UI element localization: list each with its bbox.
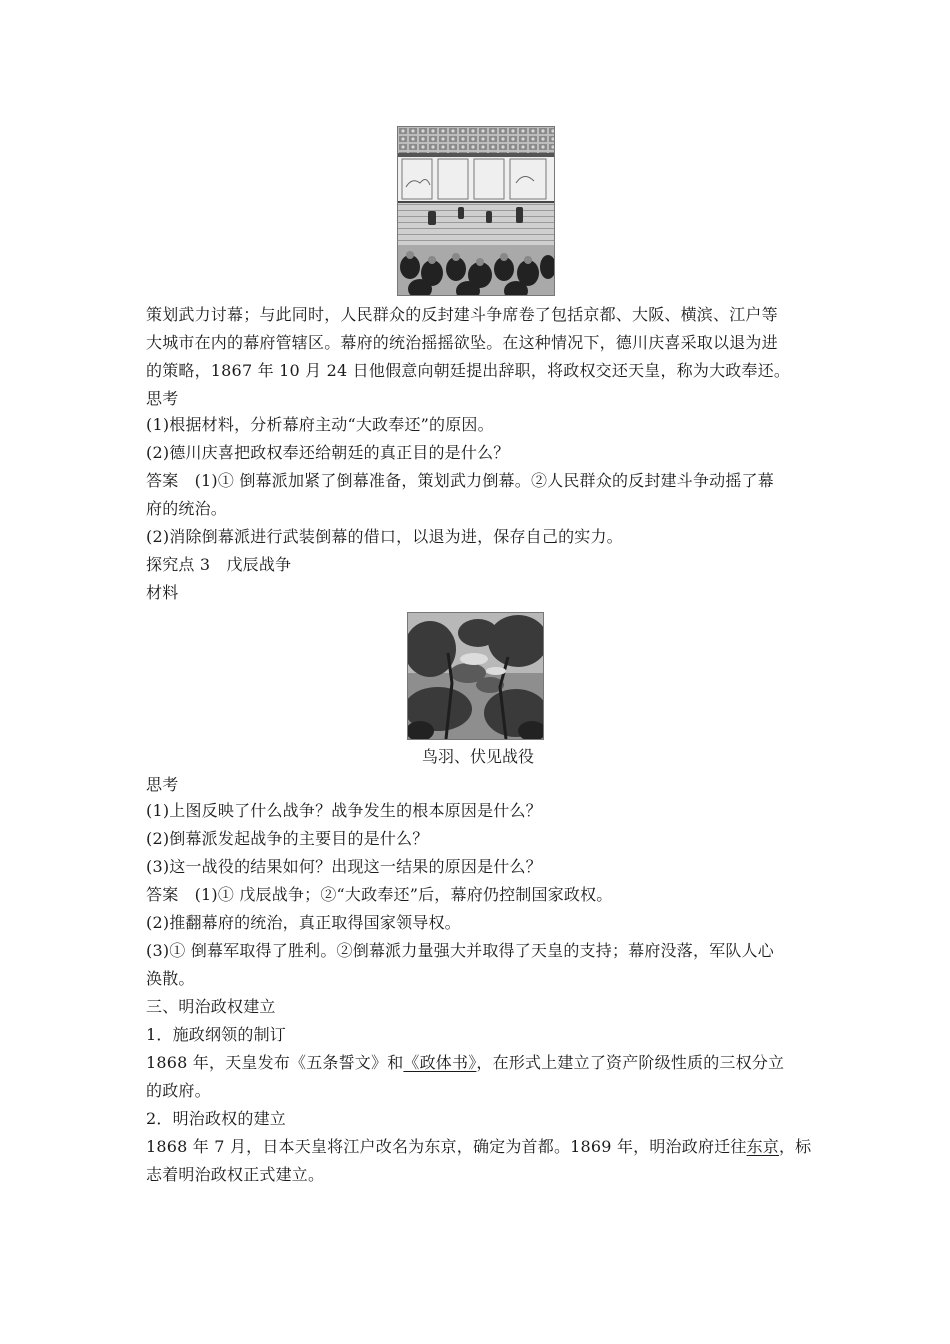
paragraph-line: 策划武力讨幕；与此同时，人民群众的反封建斗争席卷了包括京都、大阪、横滨、江户等 xyxy=(146,305,778,324)
section-heading: 三、明治政权建立 xyxy=(146,997,276,1016)
paragraph-line: 大城市在内的幕府管辖区。幕府的统治摇摇欲坠。在这种情况下，德川庆喜采取以退为进 xyxy=(146,333,778,352)
paragraph-line xyxy=(146,1136,810,1158)
think-label: 思考 xyxy=(146,389,179,408)
paragraph-line: 的政府。 xyxy=(146,1081,211,1100)
answer-line: 涣散。 xyxy=(146,969,195,988)
text-segment: 1868 年，天皇发布《五条誓文》和 xyxy=(146,1053,404,1072)
answer-line: (2)消除倒幕派进行武装倒幕的借口，以退为进，保存自己的实力。 xyxy=(146,527,623,546)
court-ceremony-image xyxy=(397,126,555,296)
text-segment: ，在形式上建立了资产阶级性质的三权分立 xyxy=(476,1053,785,1072)
underlined-term: 《政体书》 xyxy=(403,1053,477,1072)
subsection-heading: 1．施政纲领的制订 xyxy=(146,1025,286,1044)
question-1: (1)上图反映了什么战争？战争发生的根本原因是什么？ xyxy=(146,801,542,820)
answer-line: (3)① 倒幕军取得了胜利。②倒幕派力量强大并取得了天皇的支持；幕府没落，军队人心 xyxy=(146,941,774,960)
answer-line: (2)推翻幕府的统治，真正取得国家领导权。 xyxy=(146,913,461,932)
question-1: (1)根据材料，分析幕府主动“大政奉还”的原因。 xyxy=(146,415,494,434)
answer-line: 府的统治。 xyxy=(146,499,228,518)
question-3: (3)这一战役的结果如何？出现这一结果的原因是什么？ xyxy=(146,857,542,876)
underlined-term: 东京 xyxy=(746,1137,779,1156)
answer-line: 答案 (1)① 戊辰战争；②“大政奉还”后，幕府仍控制国家政权。 xyxy=(146,885,613,904)
answer-line: 答案 (1)① 倒幕派加紧了倒幕准备，策划武力倒幕。②人民群众的反封建斗争动摇了幕 xyxy=(146,471,774,490)
text-segment: ，标 xyxy=(778,1137,812,1156)
court-ceremony-illustration xyxy=(398,127,554,295)
battle-painting-image xyxy=(407,612,544,740)
text-segment: 1868 年 7 月，日本天皇将江户改名为东京，确定为首都。1869 年，明治政府迁往 xyxy=(146,1137,747,1156)
material-label: 材料 xyxy=(146,583,179,602)
question-2: (2)德川庆喜把政权奉还给朝廷的真正目的是什么？ xyxy=(146,443,510,462)
figure-caption: 鸟羽、伏见战役 xyxy=(421,747,534,766)
think-label: 思考 xyxy=(146,775,179,794)
question-2: (2)倒幕派发起战争的主要目的是什么？ xyxy=(146,829,429,848)
section-heading: 探究点 3 戊辰战争 xyxy=(146,555,292,574)
battle-painting-illustration xyxy=(408,613,543,739)
paragraph-line: 的策略，1867 年 10 月 24 日他假意向朝廷提出辞职，将政权交还天皇，称为大政奉还。 xyxy=(146,361,791,380)
subsection-heading: 2．明治政权的建立 xyxy=(146,1109,286,1128)
paragraph-line: 志着明治政权正式建立。 xyxy=(146,1165,325,1184)
paragraph-line xyxy=(146,1052,810,1074)
